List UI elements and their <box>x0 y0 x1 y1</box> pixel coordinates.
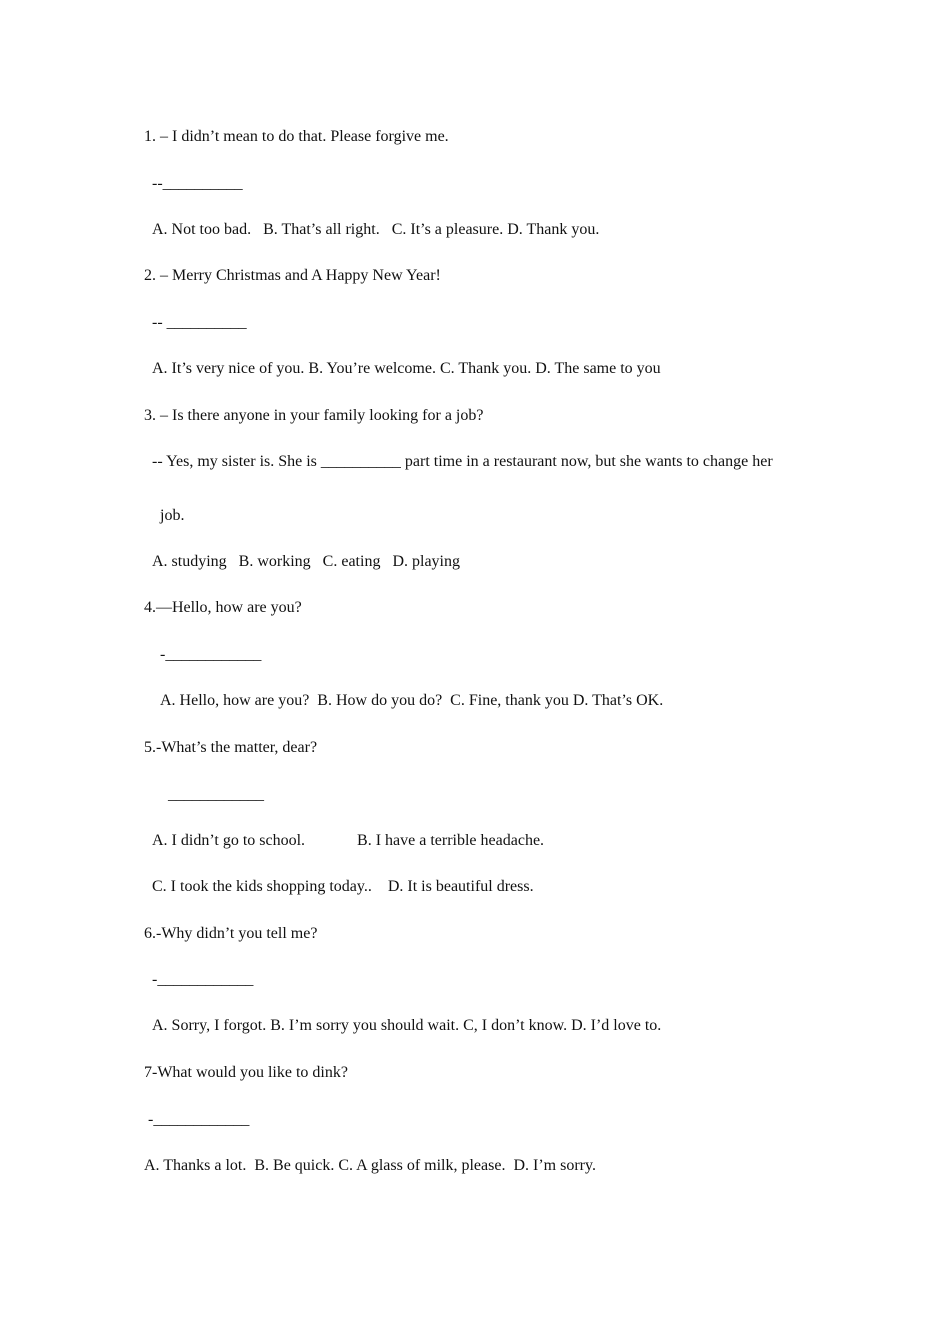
question-2-options: A. It’s very nice of you. B. You’re welcome. C. Thank you. D. The same to you <box>152 360 661 377</box>
question-6-answer-blank: -____________ <box>152 971 254 988</box>
question-6-prompt: 6.-Why didn’t you tell me? <box>144 925 318 942</box>
question-5-answer-blank: ____________ <box>168 786 264 803</box>
question-2-answer-blank: -- __________ <box>152 314 247 331</box>
question-4-options: A. Hello, how are you? B. How do you do? C. Fine, thank you D. That’s OK. <box>160 692 664 709</box>
question-3-options: A. studying B. working C. eating D. playing <box>152 553 460 570</box>
question-3-response-continued: job. <box>160 507 185 524</box>
question-1-prompt: 1. – I didn’t mean to do that. Please forgive me. <box>144 128 449 145</box>
question-7-answer-blank: -____________ <box>148 1111 250 1128</box>
question-7-prompt: 7-What would you like to dink? <box>144 1064 348 1081</box>
question-3-prompt: 3. – Is there anyone in your family looking for a job? <box>144 407 484 424</box>
question-7-options: A. Thanks a lot. B. Be quick. C. A glass of milk, please. D. I’m sorry. <box>144 1157 596 1174</box>
question-2-prompt: 2. – Merry Christmas and A Happy New Year! <box>144 267 441 284</box>
question-5-options-cd: C. I took the kids shopping today.. D. It is beautiful dress. <box>152 878 534 895</box>
question-4-prompt: 4.—Hello, how are you? <box>144 599 302 616</box>
question-5-prompt: 5.-What’s the matter, dear? <box>144 739 318 756</box>
question-3-response: -- Yes, my sister is. She is __________ part time in a restaurant now, but she wants to change her <box>152 453 773 470</box>
question-4-answer-blank: -____________ <box>160 646 262 663</box>
question-5-options-ab: A. I didn’t go to school. B. I have a terrible headache. <box>152 832 545 849</box>
question-6-options: A. Sorry, I forgot. B. I’m sorry you should wait. C, I don’t know. D. I’d love to. <box>152 1017 662 1034</box>
question-1-options: A. Not too bad. B. That’s all right. C. It’s a pleasure. D. Thank you. <box>152 221 600 238</box>
question-1-answer-blank: --__________ <box>152 175 243 192</box>
